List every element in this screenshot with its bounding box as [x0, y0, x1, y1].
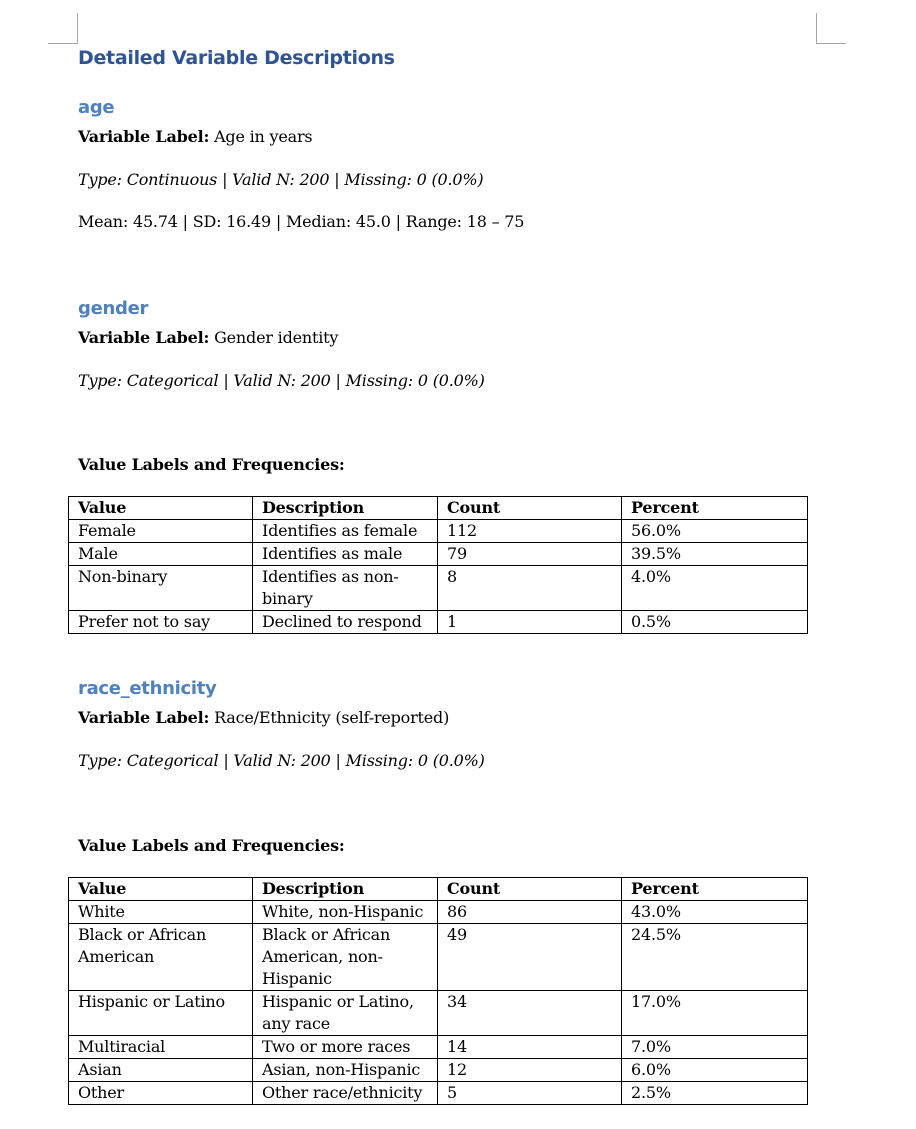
- cell-count: 49: [438, 924, 622, 991]
- cell-count: 112: [438, 520, 622, 543]
- cell-count: 79: [438, 543, 622, 566]
- cell-percent: 0.5%: [622, 611, 808, 634]
- table-row: [69, 566, 808, 611]
- table-row: [69, 1036, 808, 1059]
- variable-heading-gender: gender: [78, 298, 149, 319]
- document-title: Detailed Variable Descriptions: [78, 47, 395, 69]
- variable-label-age: [78, 127, 312, 146]
- variable-type-age: Type: Continuous | Valid N: 200 | Missing: 0 (0.0%): [78, 170, 484, 189]
- cell-description: Two or more races: [253, 1036, 438, 1059]
- cell-description: Identifies as male: [253, 543, 438, 566]
- margin-mark-top-right: [816, 13, 817, 44]
- margin-mark-top-right: [816, 43, 846, 44]
- table-row: [69, 611, 808, 634]
- cell-percent: 2.5%: [622, 1082, 808, 1105]
- cell-percent: 7.0%: [622, 1036, 808, 1059]
- table-row: [69, 1082, 808, 1105]
- table-header-row: [69, 878, 808, 901]
- cell-percent: 39.5%: [622, 543, 808, 566]
- frequency-table-race-ethnicity: [68, 877, 808, 1105]
- variable-type-race-ethnicity: Type: Categorical | Valid N: 200 | Missing: 0 (0.0%): [78, 751, 485, 770]
- table-row: [69, 901, 808, 924]
- cell-description: Hispanic or Latino, any race: [253, 991, 438, 1036]
- cell-description: Declined to respond: [253, 611, 438, 634]
- variable-label-prefix: Variable Label:: [78, 127, 210, 146]
- cell-description: Other race/ethnicity: [253, 1082, 438, 1105]
- column-header-percent: Percent: [622, 497, 808, 520]
- column-header-value: Value: [69, 497, 253, 520]
- cell-count: 12: [438, 1059, 622, 1082]
- column-header-value: Value: [69, 878, 253, 901]
- frequency-heading-gender: Value Labels and Frequencies:: [78, 455, 345, 474]
- table-row: [69, 520, 808, 543]
- cell-count: 8: [438, 566, 622, 611]
- variable-label-gender: [78, 328, 338, 347]
- variable-label-race-ethnicity: [78, 708, 449, 727]
- cell-value: Other: [69, 1082, 253, 1105]
- cell-description: White, non-Hispanic: [253, 901, 438, 924]
- variable-label-text: Age in years: [214, 127, 313, 146]
- cell-value: Black or African American: [69, 924, 253, 991]
- table-row: [69, 924, 808, 991]
- cell-description: Black or African American, non-Hispanic: [253, 924, 438, 991]
- variable-type-gender: Type: Categorical | Valid N: 200 | Missing: 0 (0.0%): [78, 371, 485, 390]
- column-header-count: Count: [438, 878, 622, 901]
- table-row: [69, 1059, 808, 1082]
- variable-heading-race-ethnicity: race_ethnicity: [78, 678, 217, 699]
- cell-description: Asian, non-Hispanic: [253, 1059, 438, 1082]
- variable-stats-age: Mean: 45.74 | SD: 16.49 | Median: 45.0 | Range: 18 – 75: [78, 212, 525, 231]
- column-header-description: Description: [253, 878, 438, 901]
- cell-percent: 17.0%: [622, 991, 808, 1036]
- frequency-table-gender: [68, 496, 808, 634]
- cell-value: Prefer not to say: [69, 611, 253, 634]
- cell-percent: 24.5%: [622, 924, 808, 991]
- variable-label-text: Race/Ethnicity (self-reported): [214, 708, 450, 727]
- cell-value: Male: [69, 543, 253, 566]
- variable-label-prefix: Variable Label:: [78, 328, 210, 347]
- cell-count: 34: [438, 991, 622, 1036]
- cell-count: 86: [438, 901, 622, 924]
- cell-percent: 6.0%: [622, 1059, 808, 1082]
- variable-label-prefix: Variable Label:: [78, 708, 210, 727]
- cell-value: Non-binary: [69, 566, 253, 611]
- cell-count: 1: [438, 611, 622, 634]
- table-header-row: [69, 497, 808, 520]
- cell-value: White: [69, 901, 253, 924]
- column-header-count: Count: [438, 497, 622, 520]
- table-row: [69, 543, 808, 566]
- cell-description: Identifies as female: [253, 520, 438, 543]
- column-header-description: Description: [253, 497, 438, 520]
- cell-value: Female: [69, 520, 253, 543]
- cell-description: Identifies as non-binary: [253, 566, 438, 611]
- cell-count: 14: [438, 1036, 622, 1059]
- cell-value: Hispanic or Latino: [69, 991, 253, 1036]
- cell-percent: 43.0%: [622, 901, 808, 924]
- cell-value: Multiracial: [69, 1036, 253, 1059]
- cell-percent: 4.0%: [622, 566, 808, 611]
- margin-mark-top-left: [77, 13, 78, 44]
- cell-value: Asian: [69, 1059, 253, 1082]
- margin-mark-top-left: [48, 43, 78, 44]
- frequency-heading-race-ethnicity: Value Labels and Frequencies:: [78, 836, 345, 855]
- cell-count: 5: [438, 1082, 622, 1105]
- cell-percent: 56.0%: [622, 520, 808, 543]
- variable-label-text: Gender identity: [214, 328, 339, 347]
- table-row: [69, 991, 808, 1036]
- column-header-percent: Percent: [622, 878, 808, 901]
- variable-heading-age: age: [78, 97, 115, 118]
